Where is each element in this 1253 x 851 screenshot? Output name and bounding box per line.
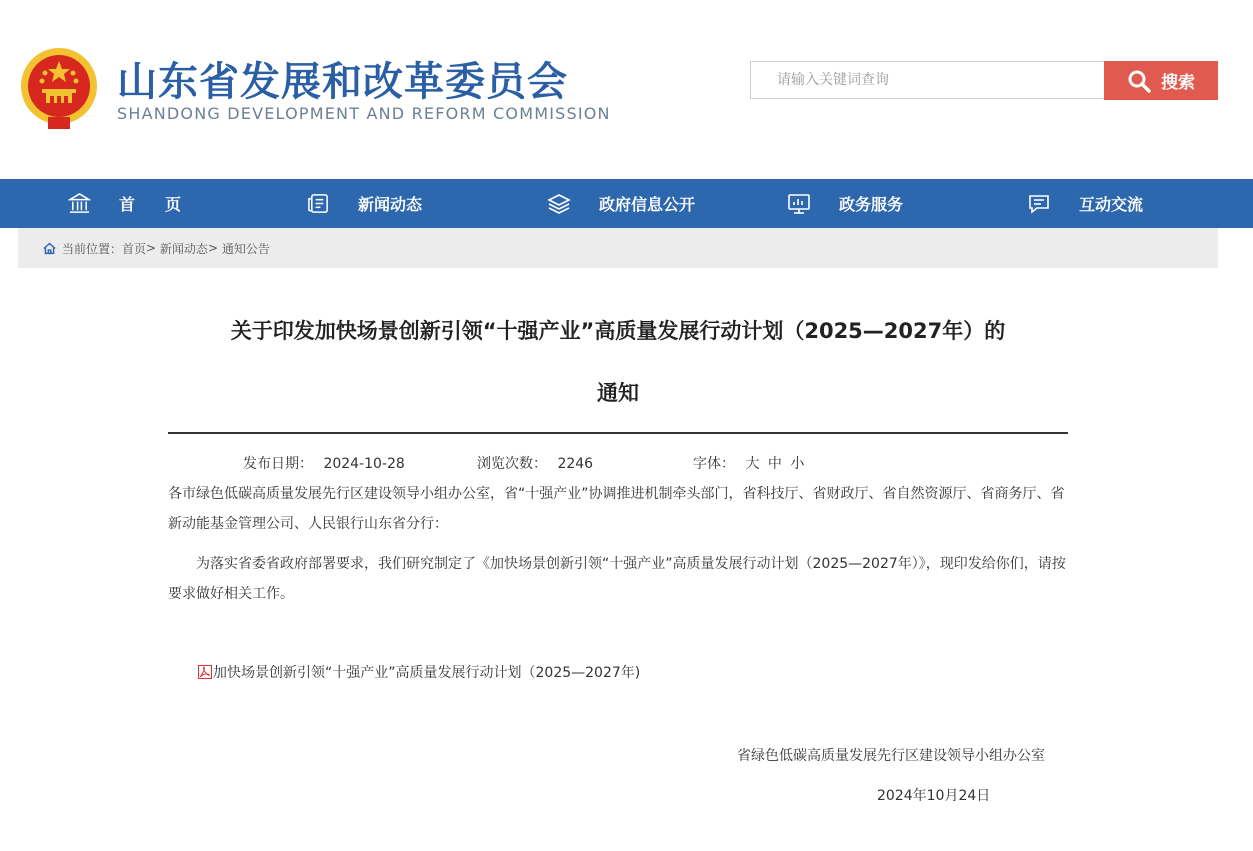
monitor-chart-icon	[787, 192, 811, 216]
main-nav	[0, 179, 1253, 228]
nav-item-gov-info-label: 政府信息公开	[599, 195, 696, 214]
publish-date-label: 发布日期：	[243, 456, 313, 472]
search-input[interactable]	[750, 61, 1105, 99]
article-body: 为落实省委省政府部署要求，我们研究制定了《加快场景创新引领“十强产业”高质量发展行动计划（2025—2027年）》，现印发给你们，请按要求做好相关工作。	[168, 556, 1066, 602]
home-icon	[43, 242, 56, 255]
nav-item-interaction-label: 互动交流	[1079, 195, 1144, 214]
publish-date	[243, 453, 405, 473]
nav-item-services-label: 政务服务	[839, 195, 904, 214]
article-title-line1: 关于印发加快场景创新引领“十强产业”高质量发展行动计划（2025—2027年）的	[230, 319, 1006, 343]
nav-item-gov-info[interactable]	[547, 179, 695, 228]
search-button-label: 搜索	[1161, 73, 1195, 93]
breadcrumb-separator: >	[207, 241, 218, 255]
breadcrumb-separator: >	[146, 241, 157, 255]
article-title	[168, 300, 1068, 424]
article-title-line2: 通知	[597, 381, 639, 405]
pdf-icon	[197, 664, 213, 680]
national-emblem-logo	[18, 45, 100, 131]
government-building-icon	[68, 192, 91, 215]
font-size-control	[693, 453, 808, 473]
sign-date: 2024年10月24日	[877, 788, 991, 804]
attachment-link[interactable]	[197, 662, 640, 682]
view-count-value: 2246	[557, 456, 594, 472]
signature: 省绿色低碳高质量发展先行区建设领导小组办公室	[737, 748, 1045, 764]
breadcrumb-home[interactable]: 首页	[122, 241, 147, 256]
view-count	[477, 453, 593, 473]
font-size-large[interactable]: 大	[745, 456, 760, 472]
nav-item-home[interactable]	[68, 179, 211, 228]
search-button[interactable]	[1104, 61, 1218, 100]
publish-date-value: 2024-10-28	[323, 456, 405, 472]
site-title: 山东省发展和改革委员会	[117, 59, 568, 105]
nav-item-news-label: 新闻动态	[358, 195, 423, 214]
font-size-medium[interactable]: 中	[767, 456, 782, 472]
nav-item-news[interactable]	[307, 179, 422, 228]
view-count-label: 浏览次数：	[477, 456, 547, 472]
layers-icon	[547, 192, 571, 216]
title-divider	[168, 432, 1068, 434]
article-recipients: 各市绿色低碳高质量发展先行区建设领导小组办公室，省“十强产业”协调推进机制牵头部门，省科技厅、省财政厅、省自然资源厅、省商务厅、省新动能基金管理公司、人民银行山东省分行：	[168, 486, 1065, 532]
breadcrumb	[18, 228, 1218, 268]
nav-item-home-label: 首页	[119, 195, 212, 214]
attachment-label: 加快场景创新引领“十强产业”高质量发展行动计划（2025—2027年)	[213, 665, 641, 681]
font-size-small[interactable]: 小	[790, 456, 805, 472]
breadcrumb-prefix: 当前位置：	[62, 241, 123, 256]
search-icon	[1127, 69, 1151, 93]
chat-icon	[1027, 192, 1051, 216]
font-size-label: 字体：	[693, 456, 735, 472]
nav-item-services[interactable]	[787, 179, 903, 228]
site-subtitle: SHANDONG DEVELOPMENT AND REFORM COMMISSION	[117, 104, 611, 123]
news-icon	[307, 192, 330, 215]
nav-item-interaction[interactable]	[1027, 179, 1143, 228]
breadcrumb-notices[interactable]: 通知公告	[221, 241, 270, 256]
breadcrumb-news[interactable]: 新闻动态	[159, 241, 208, 256]
